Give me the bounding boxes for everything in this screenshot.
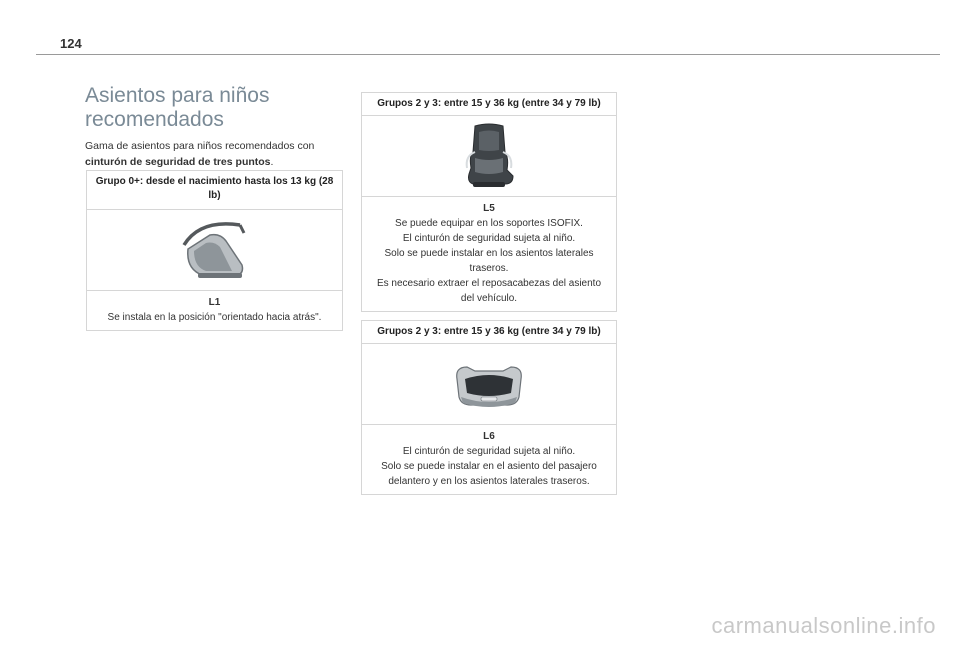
seat-code: L5 (483, 203, 495, 214)
infant-carrier-seat-icon (180, 219, 250, 281)
seat-image-cell (362, 116, 616, 197)
seat-group-header: Grupo 0+: desde el nacimiento hasta los 13 kg (28 lb) (87, 171, 342, 210)
seat-group-header: Grupos 2 y 3: entre 15 y 36 kg (entre 34 y 79 lb) (362, 321, 616, 344)
section-title: Asientos para niños recomendados (85, 84, 270, 131)
seat-card-l6 (361, 320, 617, 495)
seat-image-cell (362, 344, 616, 425)
seat-description-line: Es necesario extraer el reposacabezas del asiento del vehículo. (376, 278, 602, 304)
seat-code: L1 (208, 297, 221, 308)
seat-code: L6 (483, 431, 495, 442)
seat-card-l5 (361, 92, 617, 312)
seat-description-line: Solo se puede instalar en el asiento del pasajero delantero y en los asientos laterales traseros. (381, 461, 597, 487)
seat-description-line: El cinturón de seguridad sujeta al niño. (402, 233, 576, 244)
booster-cushion-icon (451, 357, 527, 411)
seat-image-cell (87, 210, 342, 291)
seat-description (362, 425, 616, 494)
seat-description-line: Se puede equipar en los soportes ISOFIX. (395, 218, 583, 229)
seat-description-line: El cinturón de seguridad sujeta al niño. (402, 446, 576, 457)
page-number: 124 (60, 36, 82, 51)
header-divider (36, 54, 940, 55)
watermark: carmanualsonline.info (711, 613, 936, 638)
section-intro (85, 138, 345, 170)
seat-description-line: Se instala en la posición "orientado hacia atrás". (107, 312, 322, 323)
seat-description-line: Solo se puede instalar en los asientos laterales traseros. (384, 248, 594, 274)
high-back-booster-seat-icon (461, 122, 517, 190)
seat-description (87, 291, 342, 330)
intro-bold-text: cinturón de seguridad de tres puntos (85, 156, 271, 168)
intro-text: Gama de asientos para niños recomendados con (85, 140, 315, 152)
intro-suffix: . (270, 156, 274, 168)
seat-group-header: Grupos 2 y 3: entre 15 y 36 kg (entre 34 y 79 lb) (362, 93, 616, 116)
seat-description (362, 197, 616, 311)
seat-card-l1 (86, 170, 343, 331)
